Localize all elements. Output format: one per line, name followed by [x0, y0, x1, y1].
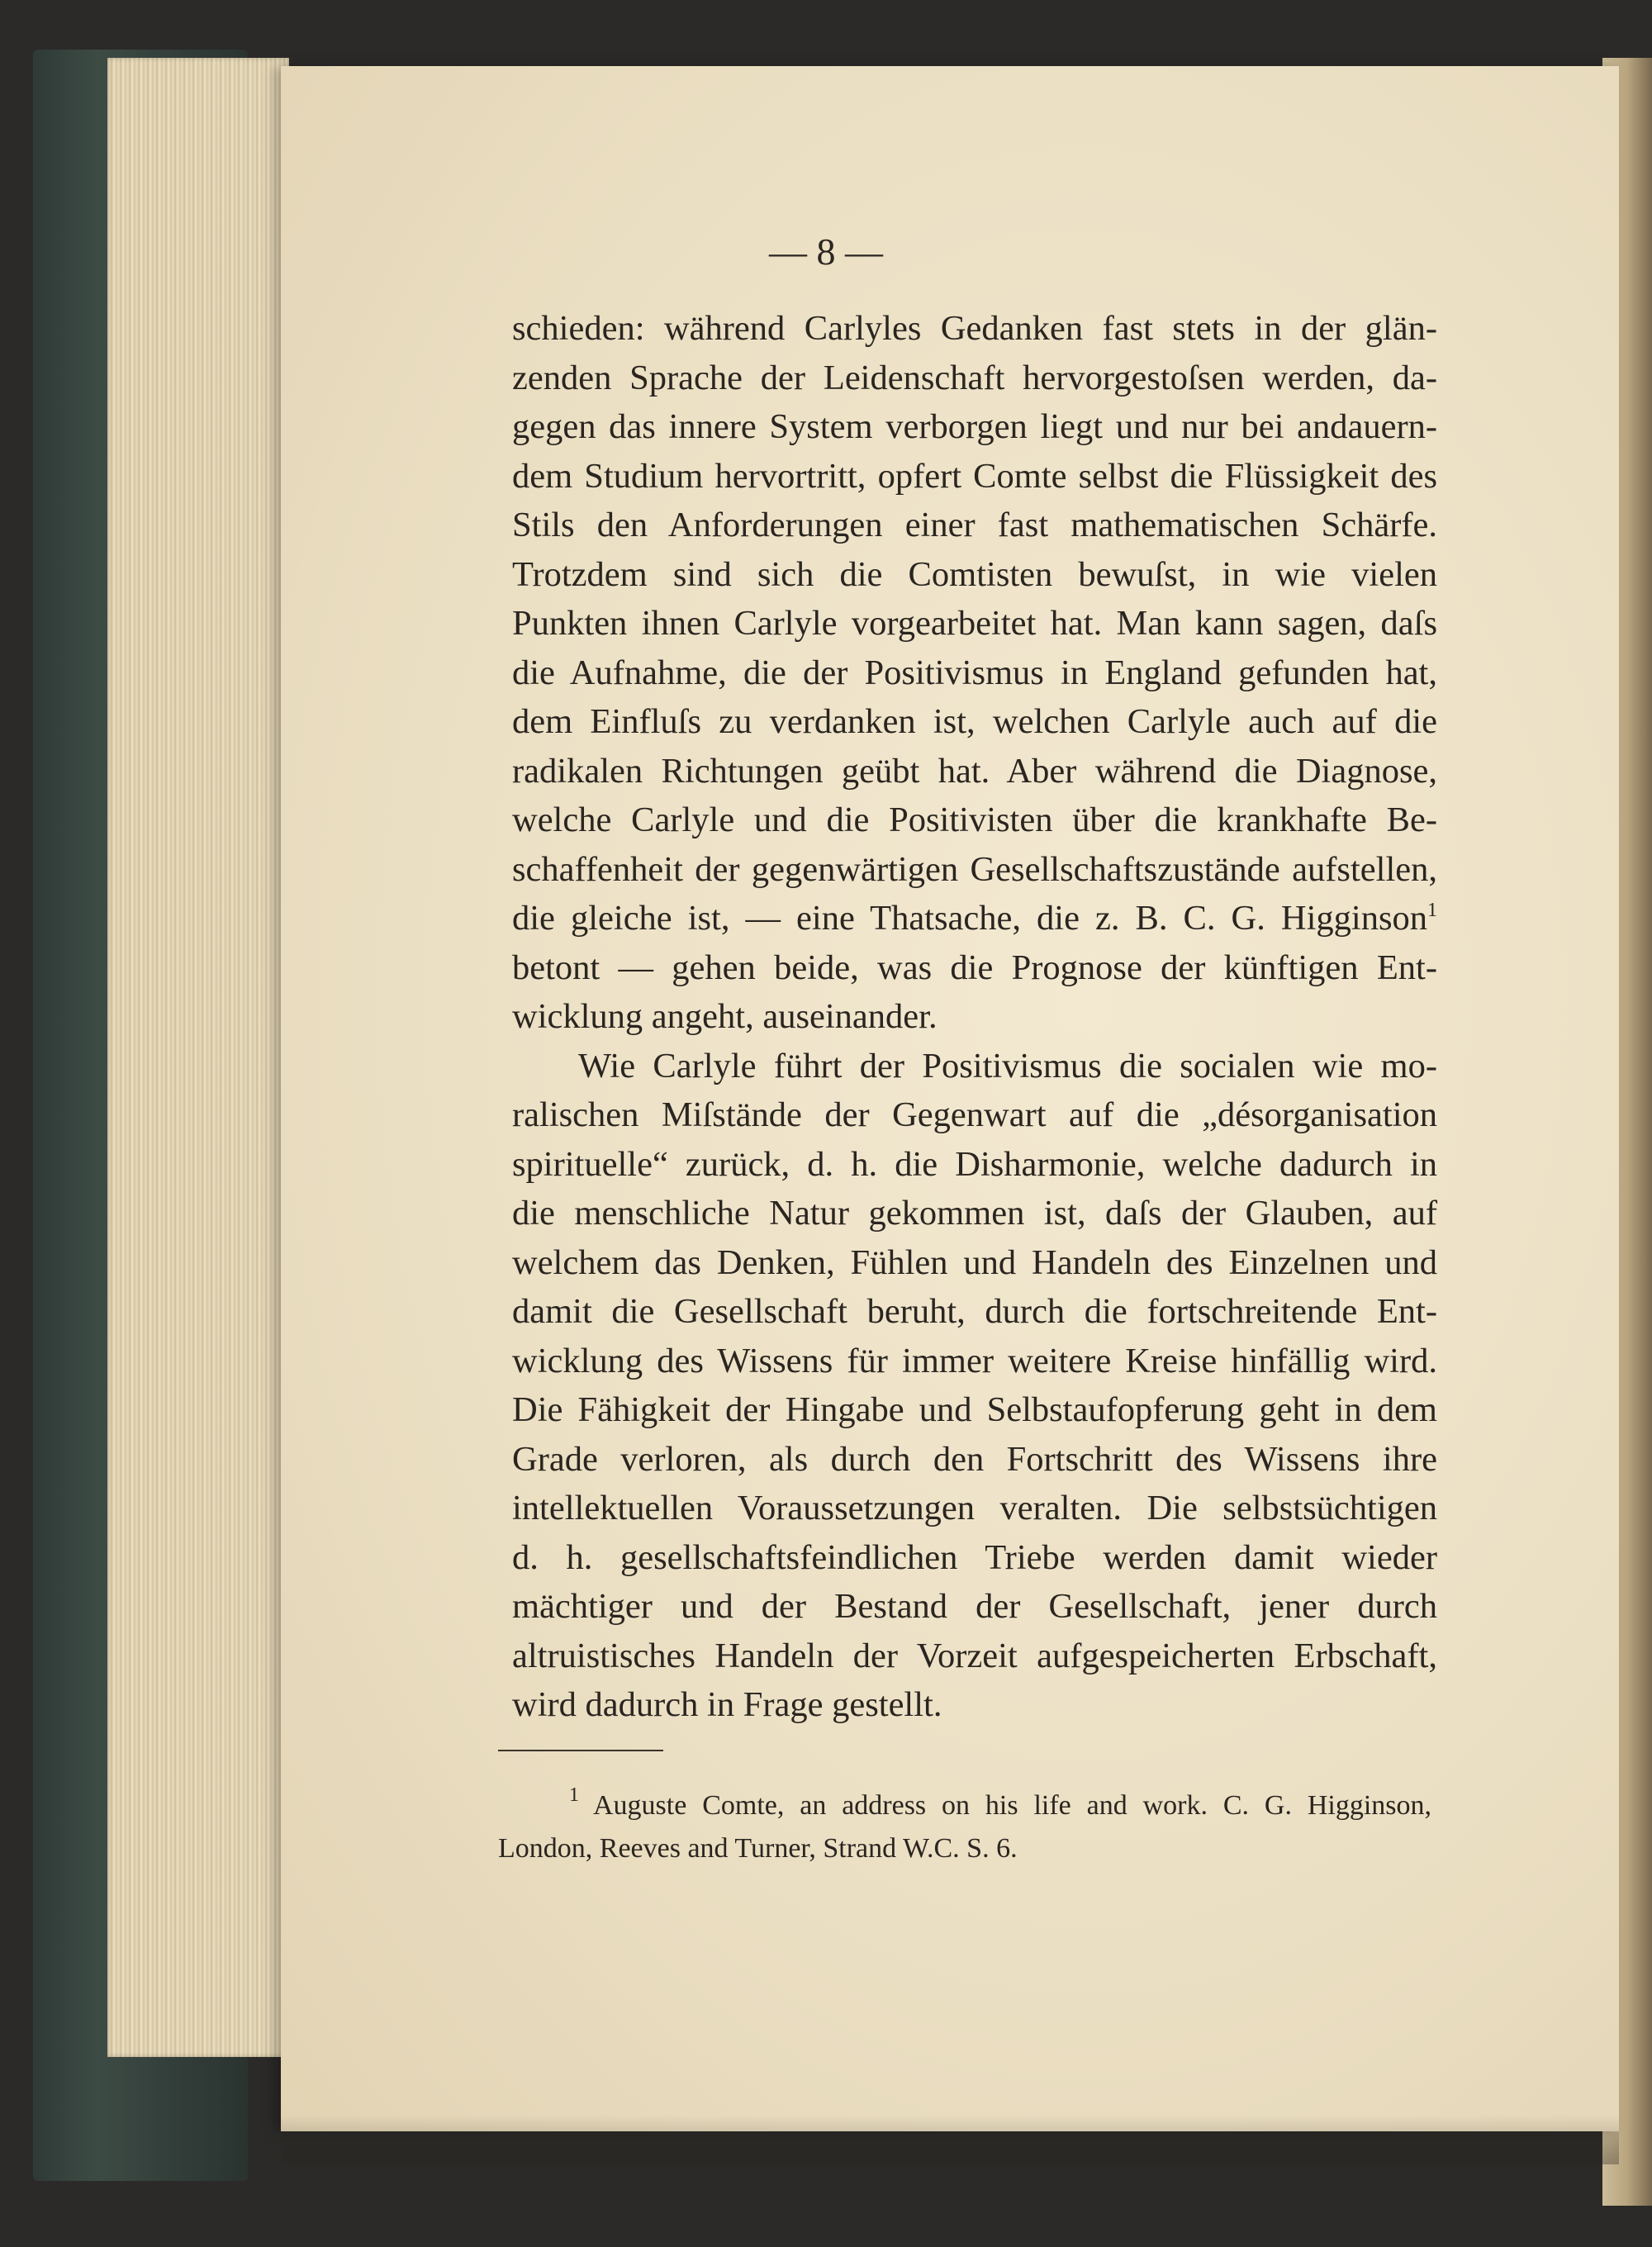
text-line: spirituelle“ zurück, d. h. die Disharmonie, welche dadurch in: [512, 1144, 1437, 1184]
text-line: die menschliche Natur gekommen ist, daſs der Glauben, auf: [512, 1194, 1437, 1233]
text-line: gegen das innere System verborgen liegt und nur bei andauern-: [512, 407, 1437, 446]
footnote-line: [498, 1784, 1431, 1827]
text-line: altruistisches Handeln der Vorzeit aufgespeicherten Erbschaft,: [512, 1636, 1437, 1675]
text-line: wird dadurch in Frage gestellt.: [512, 1685, 942, 1724]
text-line: d. h. gesellschaftsfeindlichen Triebe werden damit wieder: [512, 1537, 1437, 1577]
text-line: zenden Sprache der Leidenschaft hervorgestoſsen werden, da-: [512, 358, 1437, 397]
text-line-with-footnote-ref: [512, 894, 1437, 943]
text-line: Die Fähigkeit der Hingabe und Selbstaufopferung geht in dem: [512, 1390, 1437, 1429]
text-line: wicklung des Wissens für immer weitere Kreise hinfällig wird.: [512, 1341, 1437, 1380]
text-line: radikalen Richtungen geübt hat. Aber während die Diagnose,: [512, 751, 1437, 791]
page-number: — 8 —: [769, 230, 883, 273]
text-line: mächtiger und der Bestand der Gesellschaft, jener durch: [512, 1587, 1437, 1626]
text-line: Trotzdem sind sich die Comtisten bewuſst, in wie vielen: [512, 554, 1437, 594]
text-line: damit die Gesellschaft beruht, durch die fortschreitende Ent-: [512, 1292, 1437, 1331]
text-line: die Aufnahme, die der Positivismus in England gefunden hat,: [512, 653, 1437, 692]
footnote-marker: 1: [569, 1784, 579, 1806]
text-line: Grade verloren, als durch den Fortschritt des Wissens ihre: [512, 1439, 1437, 1479]
text-line: betont — gehen beide, was die Prognose der künftigen Ent-: [512, 948, 1437, 987]
footnote: [498, 1784, 1431, 1870]
footnote-text: Auguste Comte, an address on his life and work. C. G. Higginson,: [593, 1790, 1431, 1821]
text-line: schaffenheit der gegenwärtigen Gesellschaftszustände aufstellen,: [512, 849, 1437, 889]
text-line: schieden: während Carlyles Gedanken fast stets in der glän-: [512, 309, 1437, 348]
footnote-line: London, Reeves and Turner, Strand W.C. S. 6.: [498, 1833, 1018, 1864]
text-line: Punkten ihnen Carlyle vorgearbeitet hat. Man kann sagen, daſs: [512, 604, 1437, 643]
body-text: [512, 304, 1437, 1730]
text-line: die gleiche ist, — eine Thatsache, die z. B. C. G. Higginson: [512, 899, 1427, 938]
text-line: Stils den Anforderungen einer fast mathematischen Schärfe.: [512, 506, 1437, 544]
footnote-separator: [498, 1750, 663, 1751]
page-shadow: [281, 2115, 1619, 2164]
text-line: dem Studium hervortritt, opfert Comte selbst die Flüssigkeit des: [512, 456, 1437, 496]
text-line: welche Carlyle und die Positivisten über die krankhafte Be-: [512, 800, 1437, 839]
text-line: ralischen Miſstände der Gegenwart auf die „désorganisation: [512, 1095, 1437, 1134]
text-line: welchem das Denken, Fühlen und Handeln des Einzelnen und: [512, 1242, 1437, 1282]
text-line: dem Einfluſs zu verdanken ist, welchen Carlyle auch auf die: [512, 702, 1437, 741]
text-line: intellektuellen Voraussetzungen veralten. Die selbstsüchtigen: [512, 1489, 1437, 1527]
page-edges: [107, 58, 289, 2057]
text-line: wicklung angeht, auseinander.: [512, 997, 938, 1036]
text-line: Wie Carlyle führt der Positivismus die socialen wie mo-: [578, 1046, 1437, 1085]
footnote-ref: 1: [1427, 900, 1437, 921]
